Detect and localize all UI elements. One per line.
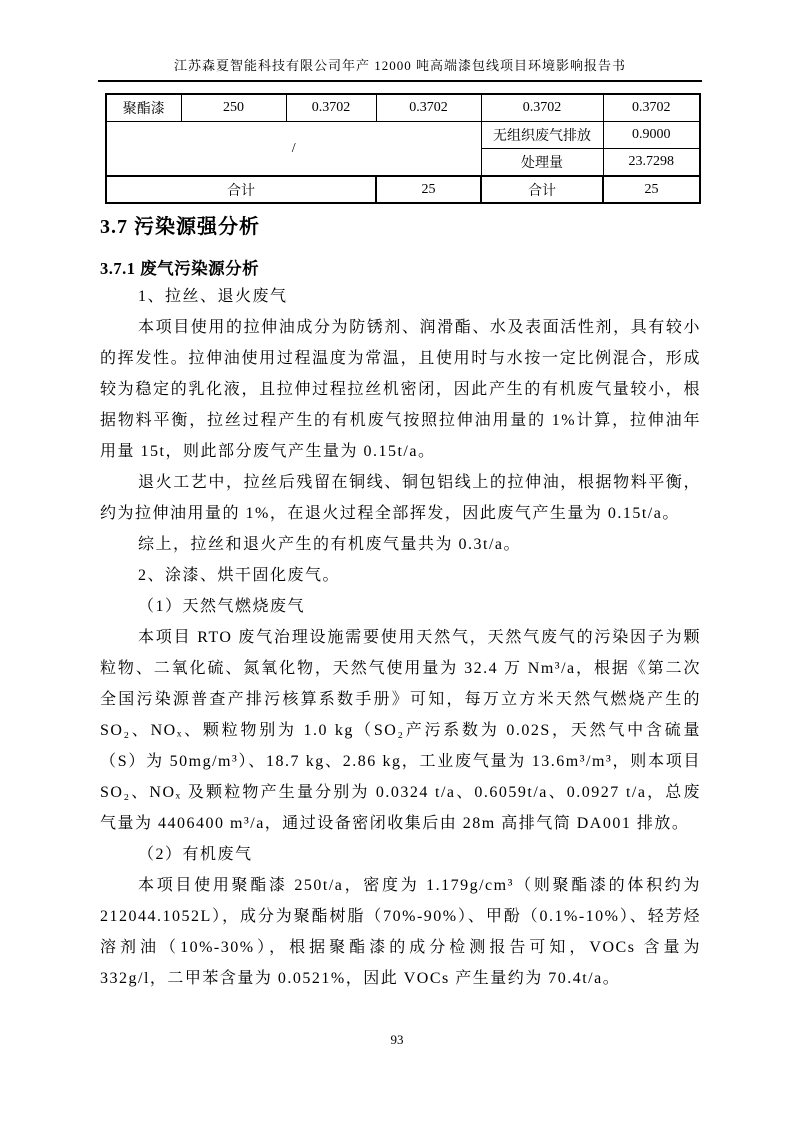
paragraph-natural-gas: 本项目 RTO 废气治理设施需要使用天然气，天然气废气的污染因子为颗粒物、二氧化硫、氮氧化物，天然气使用量为 32.4 万 Nm³/a，根据《第二次全国污染源普查产排污核算系数手册》可知，每万立方米天然气燃烧产生的 SO₂、NOₓ、颗粒物别为 1.0 kg（SO₂产污系数为 0.02S，天然气中含硫量（S）为 50mg/m³）、18.7 kg、2.86 kg，工业废气量为 13.6m³/m³，则本项目 SO₂、NOₓ 及颗粒物产生量分别为 0.0324 t/a、0.6059t/a、0.0927 t/a，总废气量为 4406400 m³/a，通过设备密闭收集后由 28m 高排气筒 DA001 排放。 — [100, 629, 701, 832]
cell-paint-name: 聚酯漆 — [106, 94, 181, 122]
page-number: 93 — [390, 1032, 404, 1047]
cell-total-label: 合计 — [106, 176, 376, 203]
paragraph-drawing-oil: 本项目使用的拉伸油成分为防锈剂、润滑酯、水及表面活性剂，具有较小的挥发性。拉伸油使用过程温度为常温，且使用时与水按一定比例混合，形成较为稳定的乳化液，且拉伸过程拉丝机密闭，因此产生的有机废气量较小，根据物料平衡，拉丝过程产生的有机废气按照拉伸油用量的 1%计算，拉伸油年用量 15t，则此部分废气产生量为 0.15t/a。 — [100, 319, 701, 460]
table-row-total — [106, 176, 700, 203]
table-row-paint — [106, 94, 700, 122]
paragraph-organic-waste: 本项目使用聚酯漆 250t/a，密度为 1.179g/cm³（则聚酯漆的体积约为 212044.1052L），成分为聚酯树脂（70%-90%）、甲酚（0.1%-10%）、轻芳烃溶剂油（10%-30%），根据聚酯漆的成分检测报告可知，VOCs 含量为 332g/l，二甲苯含量为 0.0521%，因此 VOCs 产生量约为 70.4t/a。 — [100, 877, 701, 987]
sublist-item-1: （1）天然气燃烧废气 — [138, 598, 306, 615]
cell-paint-value1: 0.3702 — [286, 94, 376, 122]
paragraph-annealing: 退火工艺中，拉丝后残留在铜线、铜包铝线上的拉伸油，根据物料平衡，约为拉伸油用量的 1%，在退火过程全部挥发，因此废气产生量为 0.15t/a。 — [100, 474, 701, 522]
page-header-title: 江苏森夏智能科技有限公司年产 12000 吨高端漆包线项目环境影响报告书 — [98, 0, 702, 82]
pollutant-summary-table — [105, 93, 701, 204]
content-column — [100, 93, 701, 994]
cell-total-value2: 25 — [603, 176, 700, 203]
cell-unorganized-value: 0.9000 — [603, 122, 700, 149]
cell-treatment-value: 23.7298 — [603, 149, 700, 177]
paragraph-summary: 综上，拉丝和退火产生的有机废气量共为 0.3t/a。 — [138, 536, 521, 553]
list-item-2: 2、涂漆、烘干固化废气。 — [138, 567, 341, 584]
sublist-item-2: （2）有机废气 — [138, 846, 253, 863]
table-row-unorganized — [106, 122, 700, 149]
cell-merged-slash: / — [106, 122, 481, 177]
cell-paint-amount: 250 — [181, 94, 286, 122]
cell-paint-value4: 0.3702 — [603, 94, 700, 122]
cell-total-label2: 合计 — [481, 176, 603, 203]
section-heading-3-7: 3.7 污染源强分析 — [100, 216, 260, 238]
cell-unorganized-label: 无组织废气排放 — [481, 122, 603, 149]
body-text-block — [100, 281, 701, 994]
cell-total-value: 25 — [376, 176, 481, 203]
cell-treatment-label: 处理量 — [481, 149, 603, 177]
subsection-heading-3-7-1: 3.7.1 废气污染源分析 — [100, 259, 260, 278]
cell-paint-value2: 0.3702 — [376, 94, 481, 122]
cell-paint-value3: 0.3702 — [481, 94, 603, 122]
list-item-1: 1、拉丝、退火废气 — [138, 288, 288, 305]
